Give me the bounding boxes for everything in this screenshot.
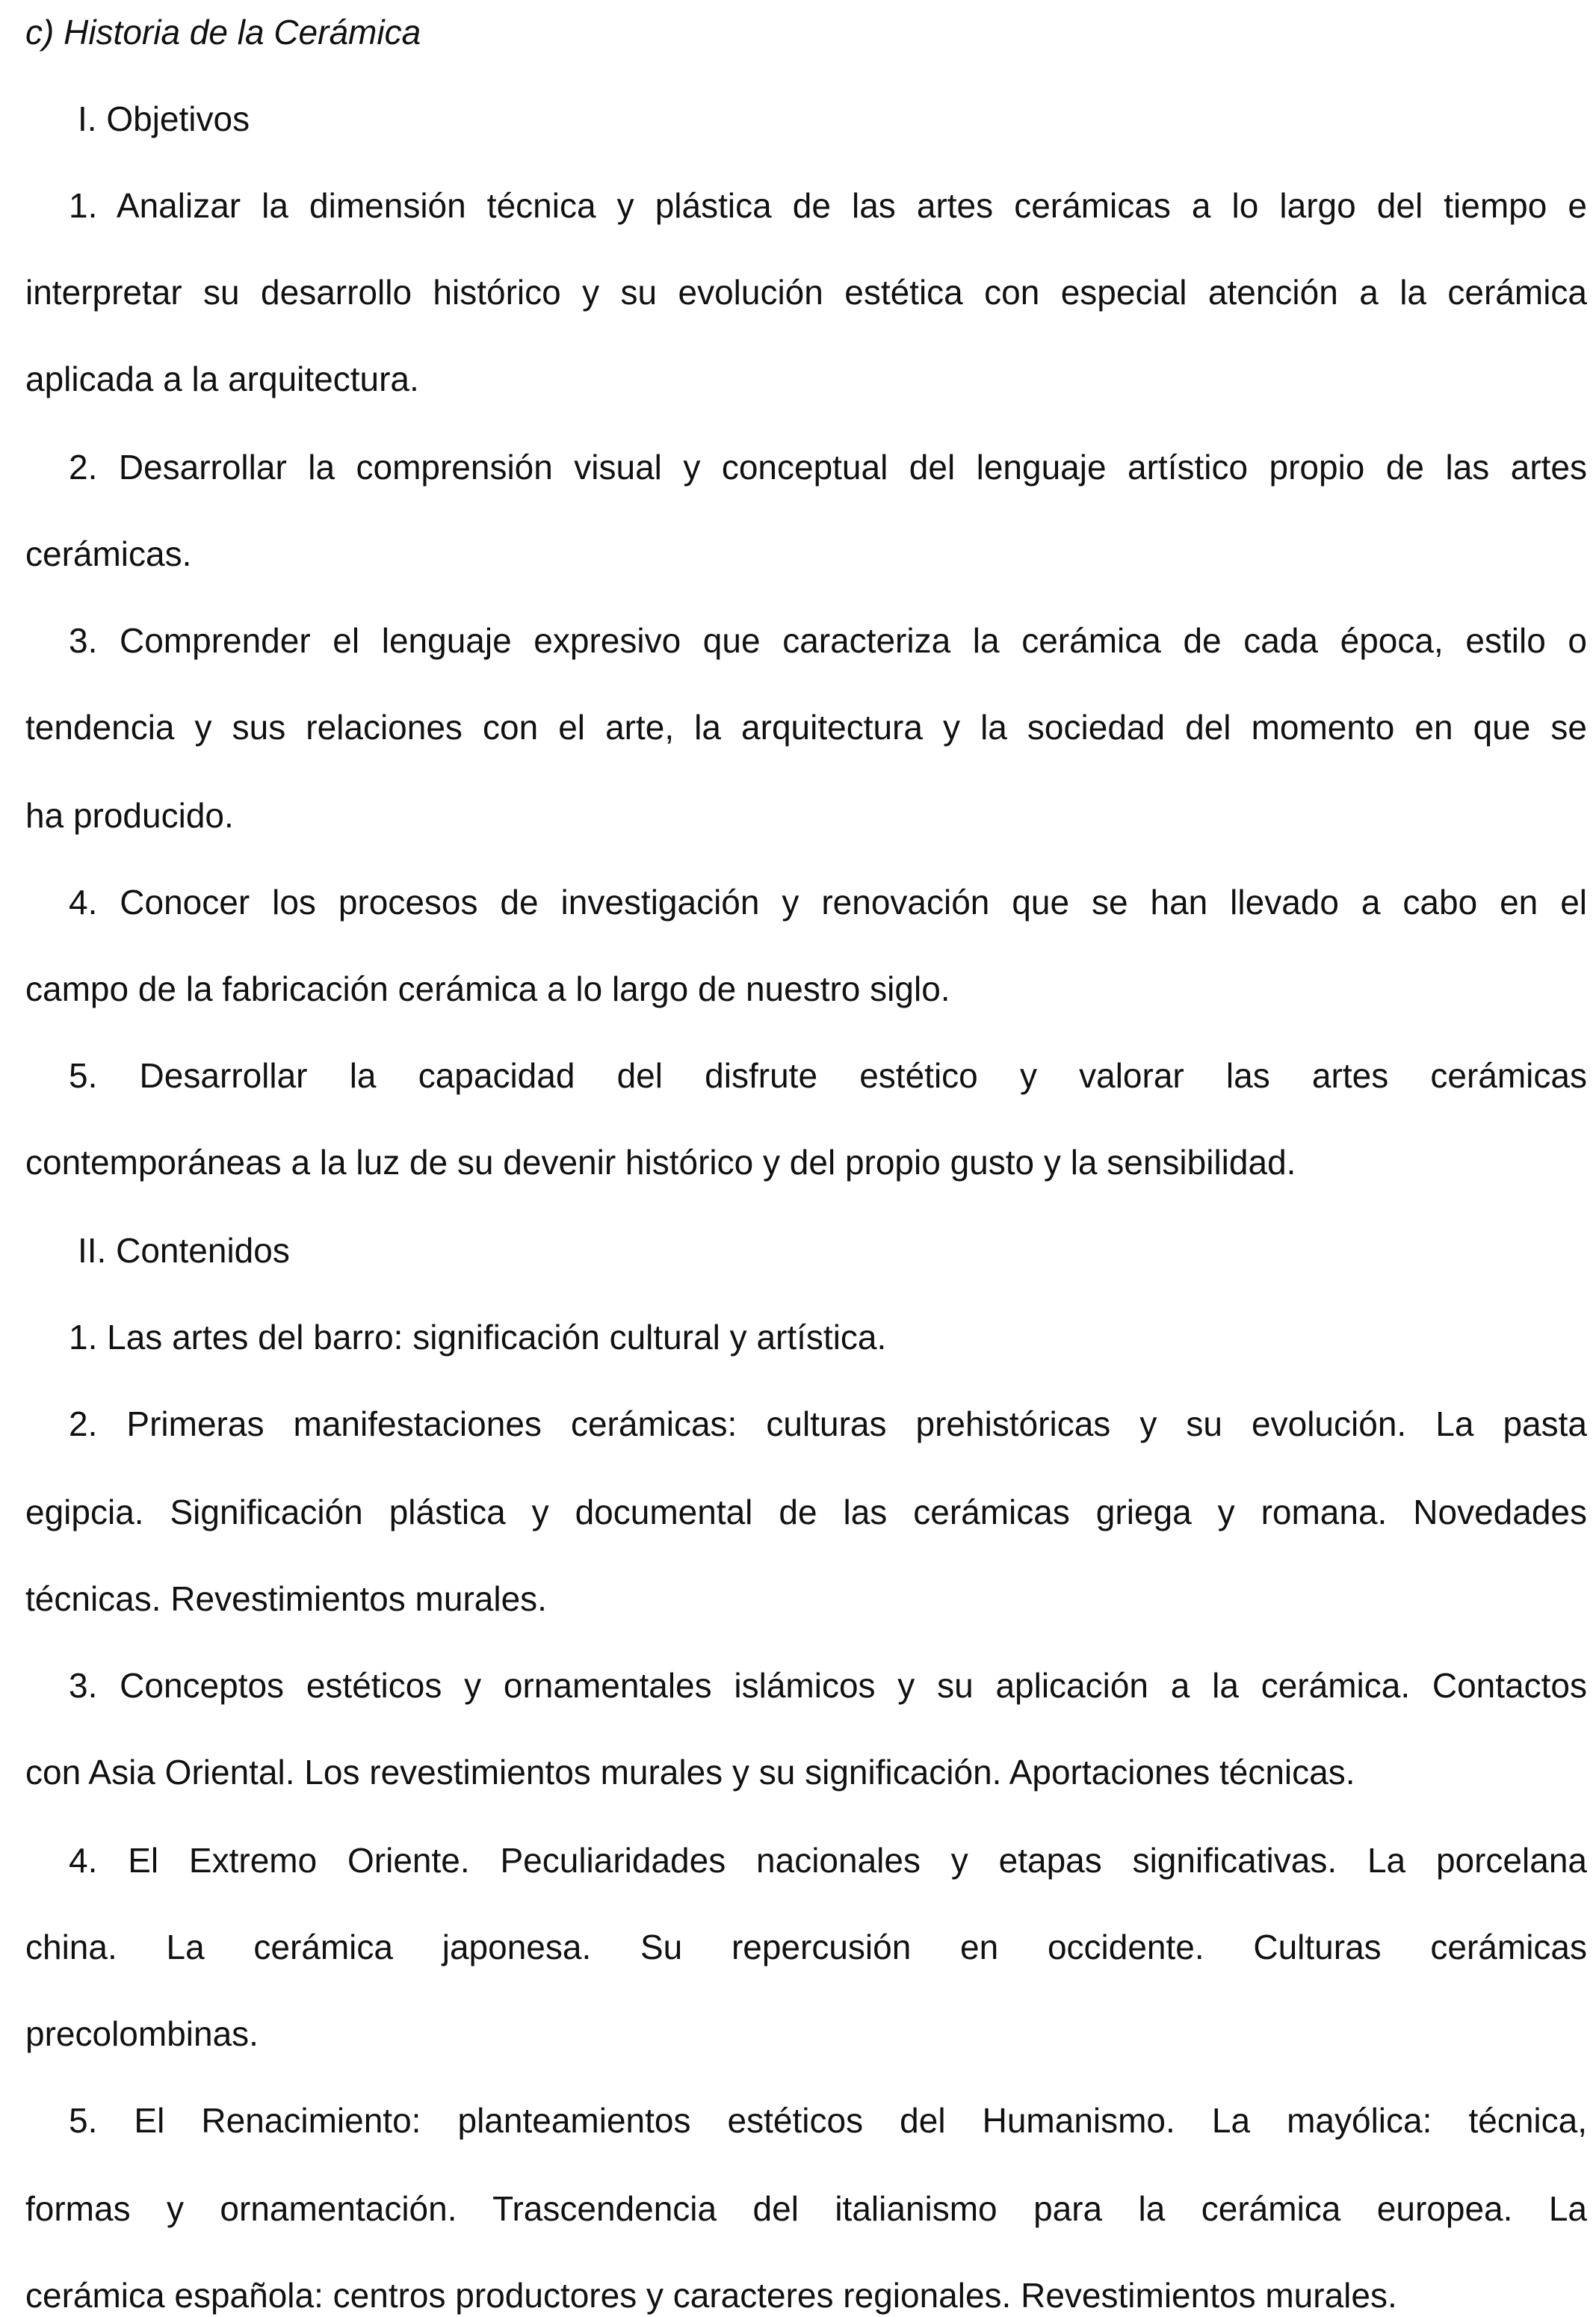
content-5-line-3: cerámica española: centros productores y caracteres regionales. Revestimientos murales. bbox=[25, 2276, 1397, 2315]
content-5-line-2: formas y ornamentación. Trascendencia del italianismo para la cerámica europea. La bbox=[25, 2189, 1587, 2228]
content-3-line-2: con Asia Oriental. Los revestimientos murales y su significación. Aportaciones técnicas. bbox=[25, 1753, 1355, 1792]
section-title: c) Historia de la Cerámica bbox=[25, 13, 421, 52]
content-2-line-3: técnicas. Revestimientos murales. bbox=[25, 1579, 547, 1618]
objective-1-line-3: aplicada a la arquitectura. bbox=[25, 360, 419, 398]
content-1-line-1: 1. Las artes del barro: significación cultural y artística. bbox=[69, 1318, 887, 1357]
content-5-line-1: 5. El Renacimiento: planteamientos estéticos del Humanismo. La mayólica: técnica, bbox=[69, 2101, 1587, 2140]
content-2-line-2: egipcia. Significación plástica y documental de las cerámicas griega y romana. Novedades bbox=[25, 1493, 1587, 1531]
objective-4-line-2: campo de la fabricación cerámica a lo largo de nuestro siglo. bbox=[25, 969, 950, 1008]
objective-3-line-1: 3. Comprender el lenguaje expresivo que caracteriza la cerámica de cada época, estilo o bbox=[69, 621, 1587, 660]
content-2-line-1: 2. Primeras manifestaciones cerámicas: culturas prehistóricas y su evolución. La pasta bbox=[69, 1404, 1587, 1443]
objective-5-line-2: contemporáneas a la luz de su devenir histórico y del propio gusto y la sensibilidad. bbox=[25, 1143, 1296, 1182]
content-3-line-1: 3. Conceptos estéticos y ornamentales islámicos y su aplicación a la cerámica. Contactos bbox=[69, 1666, 1587, 1705]
objective-1-line-2: interpretar su desarrollo histórico y su evolución estética con especial atención a la cerámica bbox=[25, 273, 1587, 312]
content-4-line-2: china. La cerámica japonesa. Su repercusión en occidente. Culturas cerámicas bbox=[25, 1928, 1587, 1966]
objective-3-line-3: ha producido. bbox=[25, 796, 234, 835]
objectives-heading: I. Objetivos bbox=[78, 99, 250, 138]
contents-heading: II. Contenidos bbox=[78, 1231, 290, 1270]
objective-1-line-1: 1. Analizar la dimensión técnica y plástica de las artes cerámicas a lo largo del tiempo e bbox=[69, 186, 1587, 225]
objective-2-line-2: cerámicas. bbox=[25, 534, 192, 573]
objective-2-line-1: 2. Desarrollar la comprensión visual y conceptual del lenguaje artístico propio de las artes bbox=[69, 448, 1587, 487]
objective-3-line-2: tendencia y sus relaciones con el arte, la arquitectura y la sociedad del momento en que se bbox=[25, 708, 1587, 747]
objective-5-line-1: 5. Desarrollar la capacidad del disfrute estético y valorar las artes cerámicas bbox=[69, 1056, 1587, 1095]
content-4-line-3: precolombinas. bbox=[25, 2014, 259, 2053]
objective-4-line-1: 4. Conocer los procesos de investigación y renovación que se han llevado a cabo en el bbox=[69, 883, 1587, 922]
content-4-line-1: 4. El Extremo Oriente. Peculiaridades nacionales y etapas significativas. La porcelana bbox=[69, 1841, 1587, 1880]
